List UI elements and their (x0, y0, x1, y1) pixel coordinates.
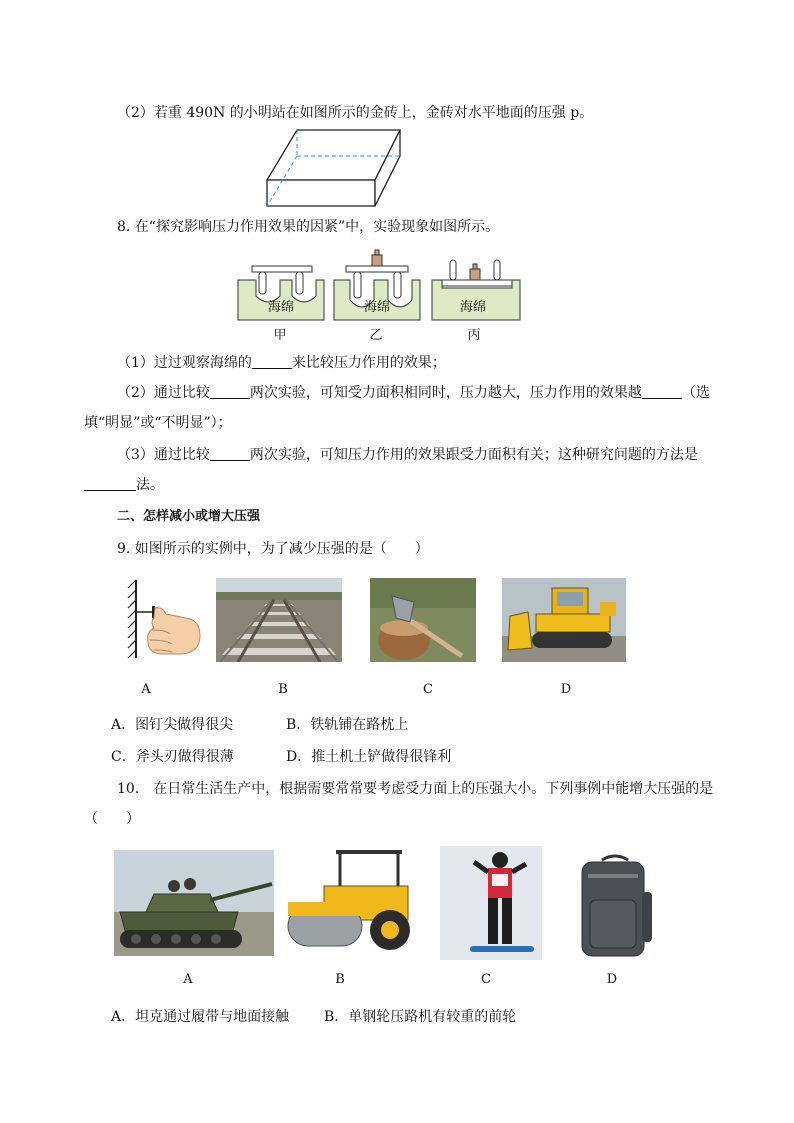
q10-stem: 10． 在日常生活生产中，根据需要常常要考虑受力面上的压强大小。下列事例中能增大压强的是 (117, 781, 714, 797)
answer-blank[interactable] (642, 384, 682, 399)
q8-part2-a: （2）通过比较 (117, 385, 210, 401)
tank-image (114, 850, 274, 956)
q8-part1-a: （1）过过观察海绵的 (117, 355, 252, 371)
q10-stem-cont: （ ） (84, 811, 140, 827)
sponge-label-bing: 海绵 (459, 300, 486, 315)
q9-stem: 9. 如图所示的实例中，为了减少压强的是（ ） (117, 541, 429, 557)
q10-option-a[interactable]: A．坦克通过履带与地面接触 (111, 1009, 290, 1025)
gold-brick-figure (262, 126, 404, 210)
sponge-label-yi: 海绵 (363, 300, 390, 315)
q8-part3 (117, 446, 698, 464)
thumbtack-image (126, 578, 202, 662)
snowboarder-image (440, 846, 542, 960)
q7-part2: （2）若重 490N 的小明站在如图所示的金砖上，金砖对水平地面的压强 p。 (117, 105, 594, 121)
q9-fig-label-a: A (141, 682, 151, 697)
backpack-image (576, 852, 654, 958)
answer-blank[interactable] (252, 354, 292, 369)
q10-fig-label-a: A (183, 972, 193, 987)
road-roller-image (282, 846, 418, 956)
q9-option-d[interactable]: D．推土机土铲做得很锋利 (286, 749, 452, 765)
q8-part2 (117, 384, 710, 402)
q9-fig-label-b: B (278, 682, 288, 697)
railway-image (216, 578, 342, 662)
section-title: 二、怎样减小或增大压强 (117, 509, 261, 524)
caption-jia: 甲 (273, 328, 287, 343)
q8-part3-b: 两次实验，可知压力作用的效果跟受力面积有关；这种研究问题的方法是 (249, 447, 698, 463)
q10-fig-label-b: B (335, 972, 345, 987)
q10-option-b[interactable]: B．单钢轮压路机有较重的前轮 (324, 1009, 517, 1025)
q8-part1-b: 来比较压力作用的效果； (291, 355, 446, 371)
q8-part3-c: 法。 (136, 477, 164, 493)
q8-stem: 8. 在“探究影响压力作用效果的因紧”中，实验现象如图所示。 (117, 219, 500, 235)
caption-yi: 乙 (369, 328, 383, 343)
q8-part2-b: 两次实验，可知受力面积相同时，压力越大，压力作用的效果越 (249, 385, 642, 401)
q10-fig-label-c: C (481, 972, 491, 987)
q8-part3-cont (84, 476, 164, 494)
axe-image (370, 578, 476, 662)
answer-blank[interactable] (84, 476, 136, 491)
q9-option-c[interactable]: C．斧头刃做得很薄 (111, 749, 234, 765)
q8-part1 (117, 354, 446, 372)
answer-blank[interactable] (210, 446, 250, 461)
q9-option-b[interactable]: B．铁轨铺在路枕上 (286, 717, 409, 733)
caption-bing: 丙 (467, 328, 481, 343)
answer-blank[interactable] (210, 384, 250, 399)
q10-fig-label-d: D (606, 972, 618, 987)
q9-fig-label-d: D (560, 682, 572, 697)
q8-part2-c: （选 (681, 385, 710, 401)
bulldozer-image (502, 578, 626, 662)
q9-fig-label-c: C (423, 682, 433, 697)
q8-part2-cont: 填“明显”或“不明显”）； (84, 415, 232, 431)
q8-part3-a: （3）通过比较 (117, 447, 210, 463)
q9-option-a[interactable]: A．图钉尖做得很尖 (111, 717, 234, 733)
sponge-label-jia: 海绵 (267, 300, 294, 315)
